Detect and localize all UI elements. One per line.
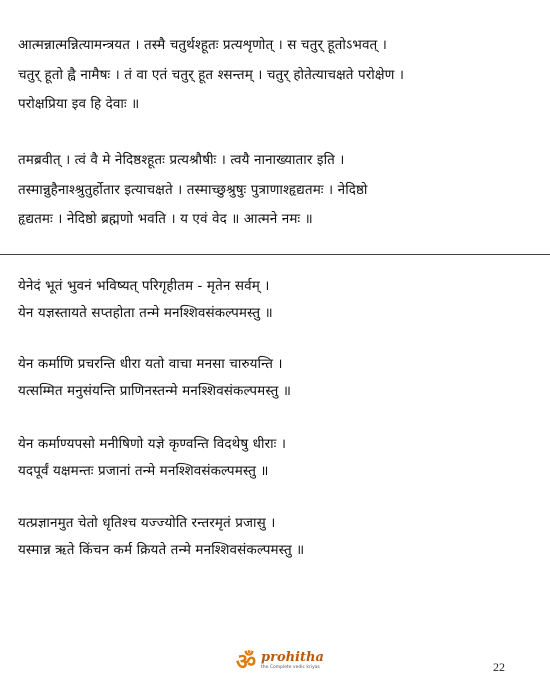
text-line: आत्मन्नात्मन्नित्यामन्त्रयत । तस्मै चतुर्थश्हूतः प्रत्यशृणोत् । स चतुर् हूतोऽभवत् ।: [18, 37, 387, 53]
text-line: परोक्षप्रिया इव हि देवाः ॥: [18, 96, 140, 112]
prohitha-logo: [236, 650, 336, 676]
section-divider: [0, 254, 550, 255]
text-line: हृद्यतमः । नेदिष्ठो ब्रह्मणो भवति । य एवं वेद ॥ आत्मने नमः ॥: [18, 211, 313, 227]
verse-line: यदपूर्वं यक्षमन्तः प्रजानां तन्मे मनश्शिवसंकल्पमस्तु ॥: [18, 463, 269, 479]
text-line: तस्मान्नुहैनाश्श्रुतुर्होतार इत्याचक्षते । तस्माच्छुश्रुषुः पुत्राणाश्हृद्यतमः । नेदिष्ठो: [18, 182, 368, 198]
page-number: 22: [493, 660, 505, 674]
verse-line: येन कर्माण्यपसो मनीषिणो यज्ञे कृण्वन्ति विदथेषु धीराः ।: [18, 436, 287, 452]
verse-line: येन यज्ञस्तायते सप्तहोता तन्मे मनश्शिवसंकल्पमस्तु ॥: [18, 305, 273, 321]
verse-line: यत्प्रज्ञानमुत चेतो धृतिश्च यज्ज्योति रन्तरमृतं प्रजासु ।: [18, 515, 276, 531]
verse-line: यस्मान्न ऋते किंचन कर्म क्रियते तन्मे मनश्शिवसंकल्पमस्तु ॥: [18, 542, 305, 558]
om-icon: ॐ: [236, 649, 257, 675]
verse-line: यत्सम्मित मनुसंयन्ति प्राणिनस्तन्मे मनश्शिवसंकल्पमस्तु ॥: [18, 383, 292, 399]
logo-tagline: the Complete vedic kriyas: [261, 665, 320, 670]
text-line: चतुर् हूतो ह्वै नामैषः । तं वा एतं चतुर् हूत श्सन्तम् । चतुर् होतेत्याचक्षते परोक्षेण ।: [18, 67, 405, 83]
text-line: तमब्रवीत् । त्वं वै मे नेदिष्ठश्हूतः प्रत्यश्रौषीः । त्वयै नानाख्यातार इति ।: [18, 152, 345, 168]
verse-line: येन कर्माणि प्रचरन्ति धीरा यतो वाचा मनसा चारुयन्ति ।: [18, 356, 283, 372]
logo-name: prohitha: [261, 650, 324, 665]
verse-line: येनेदं भूतं भुवनं भविष्यत् परिगृहीतम - मृतेन सर्वम् ।: [18, 278, 270, 294]
